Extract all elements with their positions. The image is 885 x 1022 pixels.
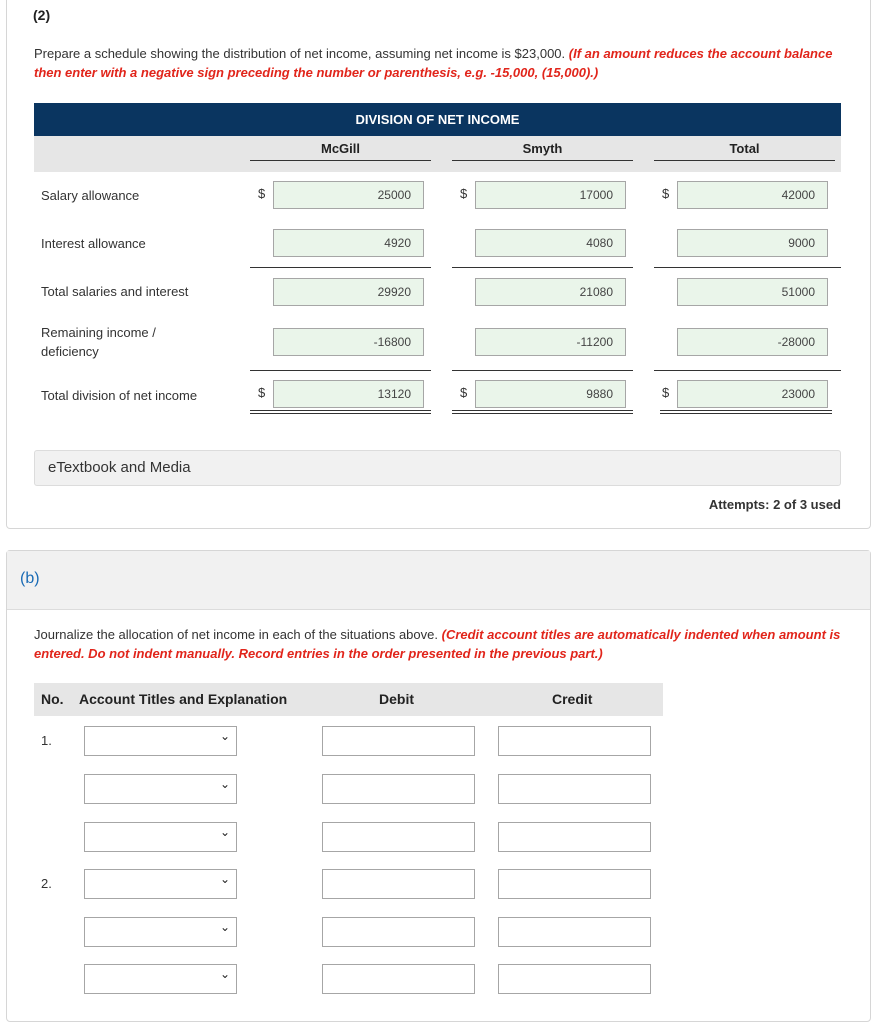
entry-number: 1. [41,733,52,748]
instruction-text: Prepare a schedule showing the distribution of net income, assuming net income is $23,000. [34,46,566,61]
dollar-sign: $ [258,385,266,400]
etextbook-media-button[interactable]: eTextbook and Media [34,450,841,486]
salary-mcgill-input[interactable]: 25000 [273,181,424,209]
part-b-label: (b) [20,570,40,587]
account-title-select[interactable] [84,774,237,804]
instruction-text: Journalize the allocation of net income in each of the situations above. [34,627,438,642]
part-b-instructions [34,625,849,663]
dollar-sign: $ [258,186,266,201]
debit-input[interactable] [322,869,475,899]
account-title-select[interactable] [84,917,237,947]
debit-input[interactable] [322,726,475,756]
chevron-down-icon: ⌄ [219,967,230,981]
row-label-interest: Interest allowance [41,236,146,251]
column-mcgill: McGill [250,138,431,161]
account-title-select[interactable] [84,822,237,852]
debit-input[interactable] [322,774,475,804]
total-double-rule [250,410,431,414]
debit-input[interactable] [322,964,475,994]
instruction-note: (Credit account titles are automatically indented when amount is entered. Do not indent manually. Record entries in the order presented in the previous part.) [34,627,841,661]
total-double-rule [660,410,832,414]
subtotal-rule [452,267,633,268]
dollar-sign: $ [460,385,468,400]
dollar-sign: $ [460,186,468,201]
header-no: No. [41,691,64,707]
part-b-header [7,551,870,610]
total-division-smyth-input[interactable]: 9880 [475,380,626,408]
subtotal-rule [654,267,841,268]
chevron-down-icon: ⌄ [219,777,230,791]
salary-total-input[interactable]: 42000 [677,181,828,209]
account-title-select[interactable] [84,726,237,756]
salary-smyth-input[interactable]: 17000 [475,181,626,209]
chevron-down-icon: ⌄ [219,920,230,934]
credit-input[interactable] [498,869,651,899]
attempts-counter: Attempts: 2 of 3 used [708,497,841,512]
chevron-down-icon: ⌄ [219,729,230,743]
account-title-select[interactable] [84,869,237,899]
debit-input[interactable] [322,917,475,947]
column-smyth: Smyth [452,138,633,161]
subtotal-rule [452,370,633,371]
row-label-salary: Salary allowance [41,188,140,203]
account-title-select[interactable] [84,964,237,994]
header-account: Account Titles and Explanation [79,691,288,707]
remaining-total-input[interactable]: -28000 [677,328,828,356]
instruction-note: (If an amount reduces the account balance then enter with a negative sign preceding the number or parenthesis, e.g. -15,000, (15,000).) [34,46,833,80]
journal-header [34,683,663,716]
subtotal-rule [250,267,431,268]
part-a-instructions [34,44,834,82]
part-a-label: (2) [33,7,51,23]
total-double-rule [452,410,633,414]
total-division-mcgill-input[interactable]: 13120 [273,380,424,408]
chevron-down-icon: ⌄ [219,872,230,886]
table-title: DIVISION OF NET INCOME [34,103,841,136]
total-division-total-input[interactable]: 23000 [677,380,828,408]
row-label-remaining: Remaining income / deficiency [41,325,156,359]
row-label-total-division: Total division of net income [41,388,198,403]
credit-input[interactable] [498,774,651,804]
credit-input[interactable] [498,822,651,852]
column-header-row [34,136,841,172]
total-salaries-mcgill-input[interactable]: 29920 [273,278,424,306]
dollar-sign: $ [662,186,670,201]
subtotal-rule [250,370,431,371]
total-salaries-total-input[interactable]: 51000 [677,278,828,306]
debit-input[interactable] [322,822,475,852]
interest-smyth-input[interactable]: 4080 [475,229,626,257]
dollar-sign: $ [662,385,670,400]
interest-total-input[interactable]: 9000 [677,229,828,257]
credit-input[interactable] [498,726,651,756]
total-salaries-smyth-input[interactable]: 21080 [475,278,626,306]
subtotal-rule [654,370,841,371]
interest-mcgill-input[interactable]: 4920 [273,229,424,257]
remaining-smyth-input[interactable]: -11200 [475,328,626,356]
column-total: Total [654,138,835,161]
credit-input[interactable] [498,917,651,947]
entry-number: 2. [41,876,52,891]
header-credit: Credit [552,691,593,707]
credit-input[interactable] [498,964,651,994]
row-label-total-salaries: Total salaries and interest [41,284,189,299]
chevron-down-icon: ⌄ [219,825,230,839]
header-debit: Debit [379,691,414,707]
remaining-mcgill-input[interactable]: -16800 [273,328,424,356]
